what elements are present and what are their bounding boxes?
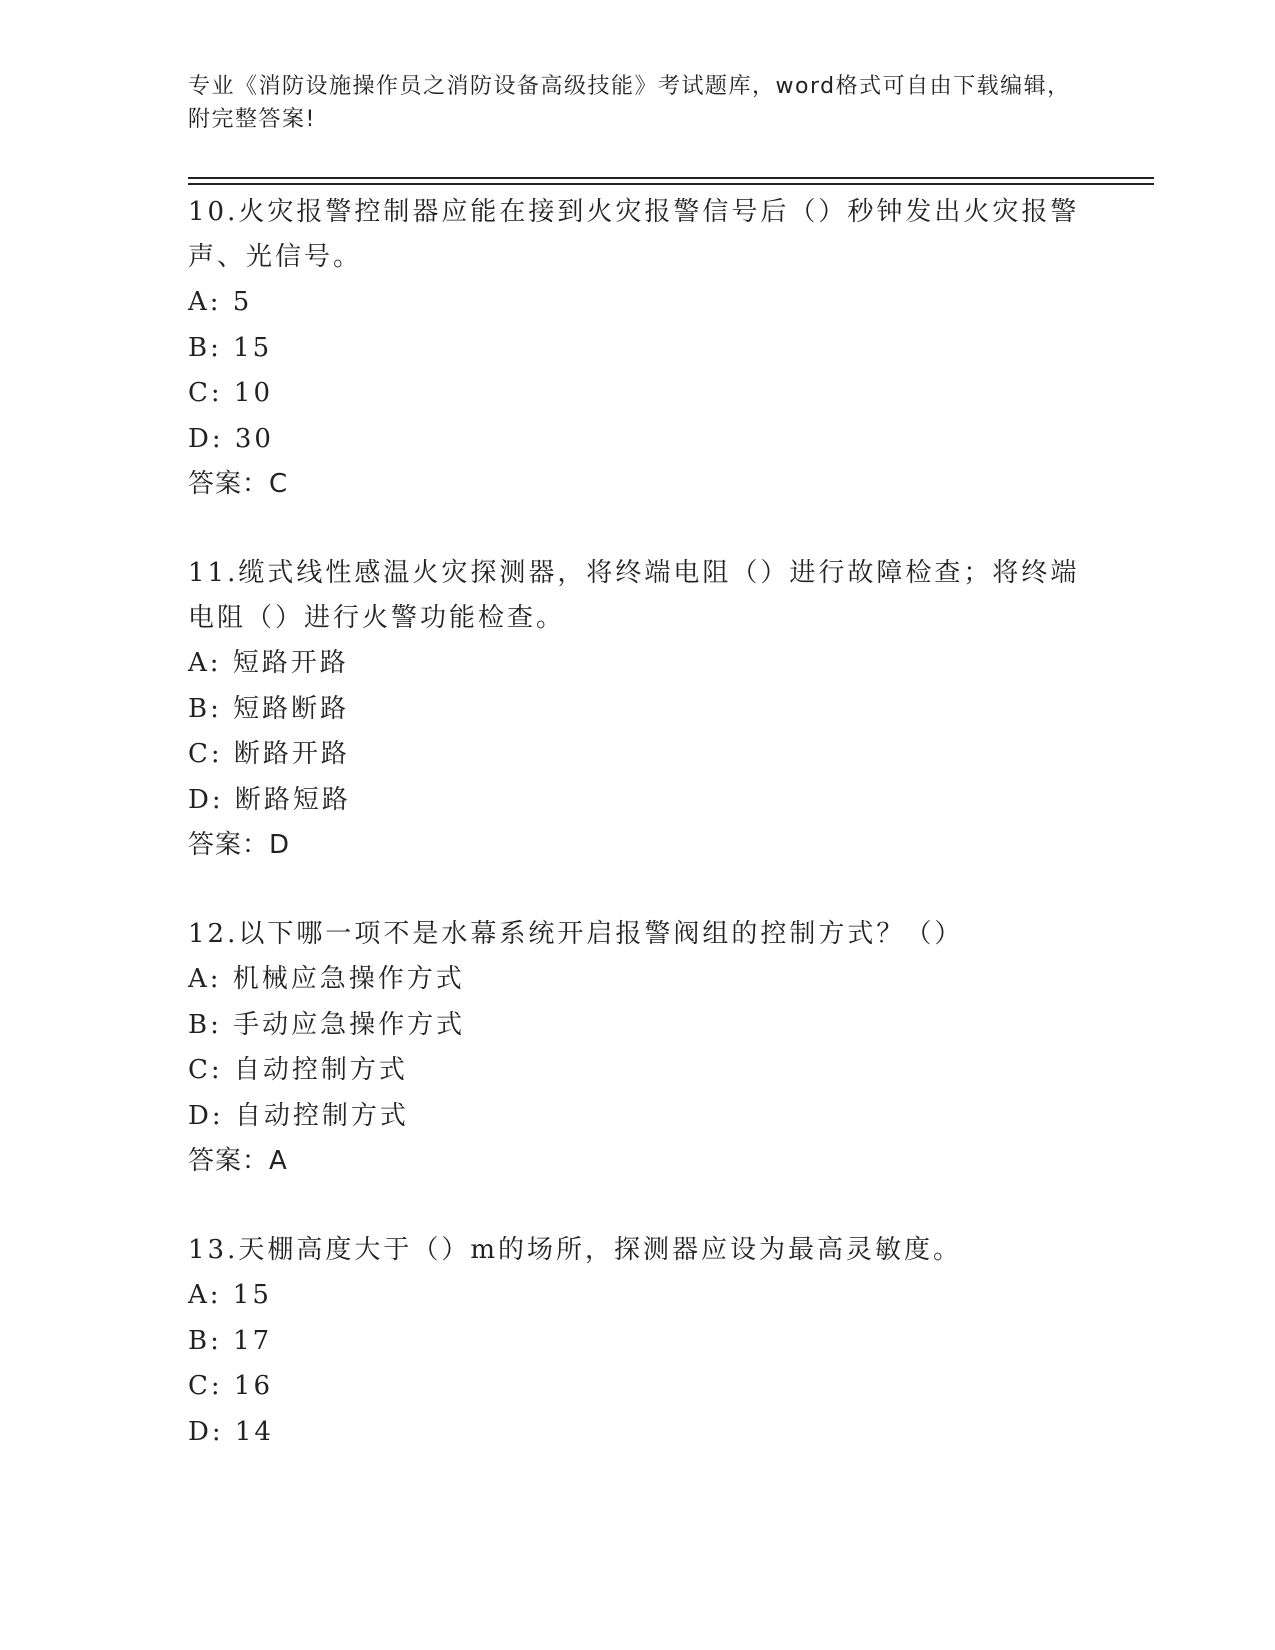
question-stem: 11.缆式线性感温火灾探测器，将终端电阻（）进行故障检查；将终端电阻（）进行火警功能检查。 xyxy=(188,558,1080,633)
answer: 答案：C xyxy=(188,469,289,499)
option-c: C: 断路开路 xyxy=(188,739,350,769)
question-stem: 10.火灾报警控制器应能在接到火灾报警信号后（）秒钟发出火灾报警声、光信号。 xyxy=(188,197,1080,272)
option-c: C: 自动控制方式 xyxy=(188,1055,408,1085)
question-list xyxy=(188,190,1088,1499)
question-13 xyxy=(188,1228,1088,1455)
answer: 答案：D xyxy=(188,830,291,860)
option-b: B: 15 xyxy=(188,332,273,363)
option-a: A: 机械应急操作方式 xyxy=(188,964,465,994)
answer: 答案：A xyxy=(188,1146,288,1176)
document-header: 专业《消防设施操作员之消防设备高级技能》考试题库，word格式可自由下载编辑，附完整答案! xyxy=(188,74,1071,132)
option-b: B: 短路断路 xyxy=(188,693,350,724)
option-c: C: 10 xyxy=(188,378,274,408)
option-a: A: 短路开路 xyxy=(188,648,349,678)
question-stem: 13.天棚高度大于（）m的场所，探测器应设为最高灵敏度。 xyxy=(188,1235,963,1265)
question-11 xyxy=(188,551,1088,868)
header-rule-top xyxy=(188,177,1154,179)
option-d: D: 断路短路 xyxy=(188,784,351,815)
option-b: B: 17 xyxy=(188,1325,273,1356)
question-12 xyxy=(188,912,1088,1184)
option-b: B: 手动应急操作方式 xyxy=(188,1009,466,1040)
header-rule-bottom xyxy=(188,183,1154,185)
option-d: D: 30 xyxy=(188,423,274,454)
option-d: D: 14 xyxy=(188,1416,274,1447)
question-stem: 12.以下哪一项不是水幕系统开启报警阀组的控制方式？（） xyxy=(188,919,964,949)
option-c: C: 16 xyxy=(188,1371,274,1401)
option-a: A: 15 xyxy=(188,1280,272,1310)
option-a: A: 5 xyxy=(188,287,253,317)
question-10 xyxy=(188,190,1088,507)
option-d: D: 自动控制方式 xyxy=(188,1100,409,1131)
